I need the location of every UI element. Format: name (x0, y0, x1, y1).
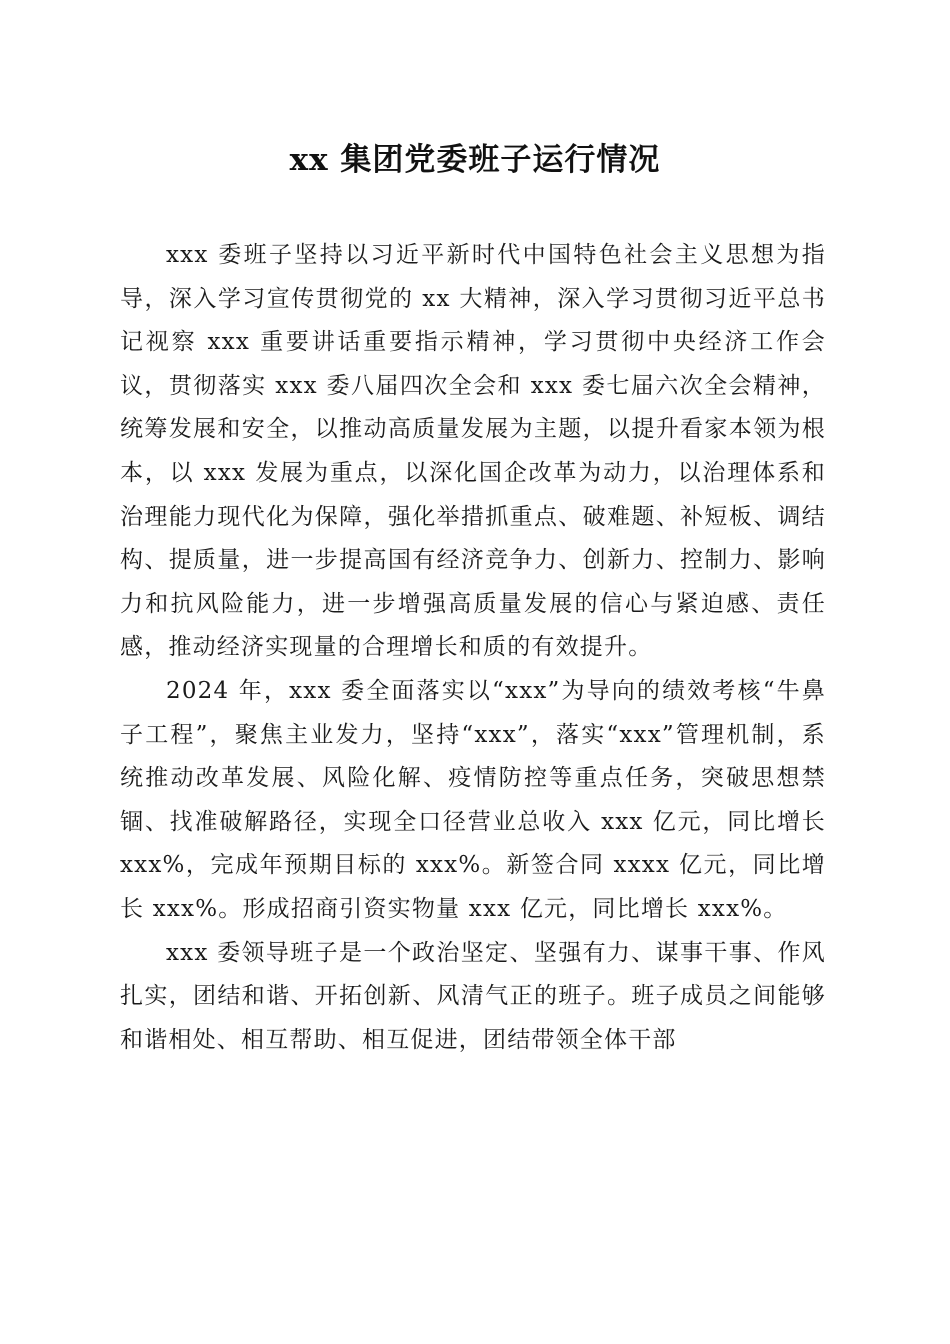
paragraph-2: 2024 年，xxx 委全面落实以“xxx”为导向的绩效考核“牛鼻子工程”，聚焦主业发力，坚持“xxx”，落实“xxx”管理机制，系统推动改革发展、风险化解、疫情防控等重点任务，突破思想禁锢、找准破解路径，实现全口径营业总收入 xxx 亿元，同比增长 xxx%，完成年预期目标的 xxx%。新签合同 xxxx 亿元，同比增长 xxx%。形成招商引资实物量 xxx 亿元，同比增长 xxx%。 (120, 677, 826, 922)
paragraph-3: xxx 委领导班子是一个政治坚定、坚强有力、谋事干事、作风扎实，团结和谐、开拓创新、风清气正的班子。班子成员之间能够和谐相处、相互帮助、相互促进，团结带领全体干部 (120, 939, 826, 1053)
document-title: xx 集团党委班子运行情况 (289, 142, 661, 178)
paragraph-1: xxx 委班子坚持以习近平新时代中国特色社会主义思想为指导，深入学习宣传贯彻党的 xx 大精神，深入学习贯彻习近平总书记视察 xxx 重要讲话重要指示精神，学习贯彻中央经济工作会议，贯彻落实 xxx 委八届四次全会和 xxx 委七届六次全会精神，统筹发展和安全，以推动高质量发展为主题，以提升看家本领为根本，以 xxx 发展为重点，以深化国企改革为动力，以治理体系和治理能力现代化为保障，强化举措抓重点、破难题、补短板、调结构、提质量，进一步提高国有经济竞争力、创新力、控制力、影响力和抗风险能力，进一步增强高质量发展的信心与紧迫感、责任感，推动经济实现量的合理增长和质的有效提升。 (120, 242, 826, 661)
document-body (120, 234, 826, 1062)
